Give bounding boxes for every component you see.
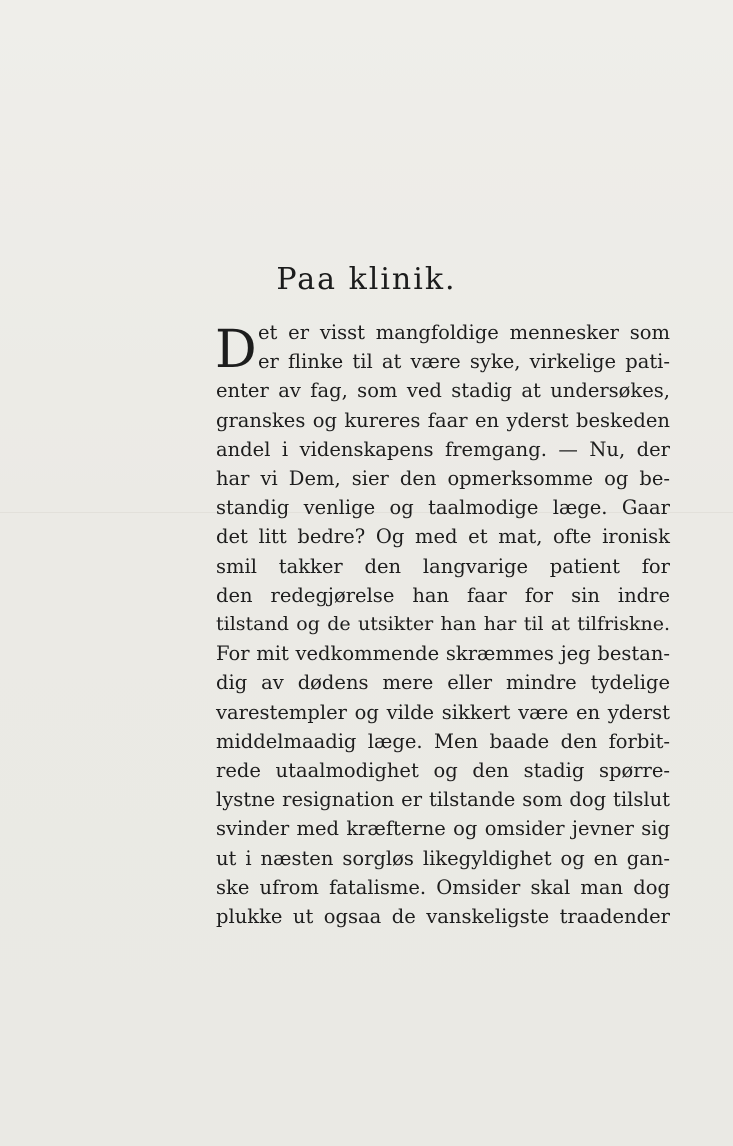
text-line: tilstand og de utsikter han har til at tilfriskne. (216, 613, 670, 636)
text-line: For mit vedkommende skræmmes jeg bestan- (216, 642, 670, 666)
text-line: den redegjørelse han faar for sin indre (216, 583, 670, 607)
text-line: er flinke til at være syke, virkelige pati- (258, 350, 670, 374)
text-line: enter av fag, som ved stadig at undersøkes, (216, 379, 670, 403)
text-line: standig venlige og taalmodige læge. Gaar (216, 496, 670, 520)
text-line: lystne resignation er tilstande som dog tilslut (216, 788, 670, 812)
text-line: rede utaalmodighet og den stadig spørre- (216, 759, 670, 783)
text-line: det litt bedre? Og med et mat, ofte ironisk (216, 525, 670, 549)
text-line: plukke ut ogsaa de vanskeligste traadender (216, 905, 670, 929)
body-paragraph (216, 318, 670, 931)
text-line: middelmaadig læge. Men baade den forbit- (216, 729, 670, 753)
drop-cap: D (215, 320, 257, 380)
text-line: ske ufrom fatalisme. Omsider skal man dog (216, 875, 670, 899)
text-line: et er visst mangfoldige mennesker som (258, 321, 670, 344)
page-title: Paa klinik. (276, 262, 457, 297)
text-line: granskes og kureres faar en yderst beskeden (216, 408, 670, 432)
text-line: varestempler og vilde sikkert være en yderst (216, 700, 670, 724)
text-line: svinder med kræfterne og omsider jevner sig (216, 817, 670, 841)
text-line: smil takker den langvarige patient for (216, 554, 670, 578)
text-line: dig av dødens mere eller mindre tydelige (216, 671, 670, 695)
text-line: har vi Dem, sier den opmerksomme og be- (216, 467, 670, 491)
text-line: ut i næsten sorgløs likegyldighet og en gan- (216, 846, 670, 870)
text-line: andel i videnskapens fremgang. — Nu, der (216, 437, 670, 461)
